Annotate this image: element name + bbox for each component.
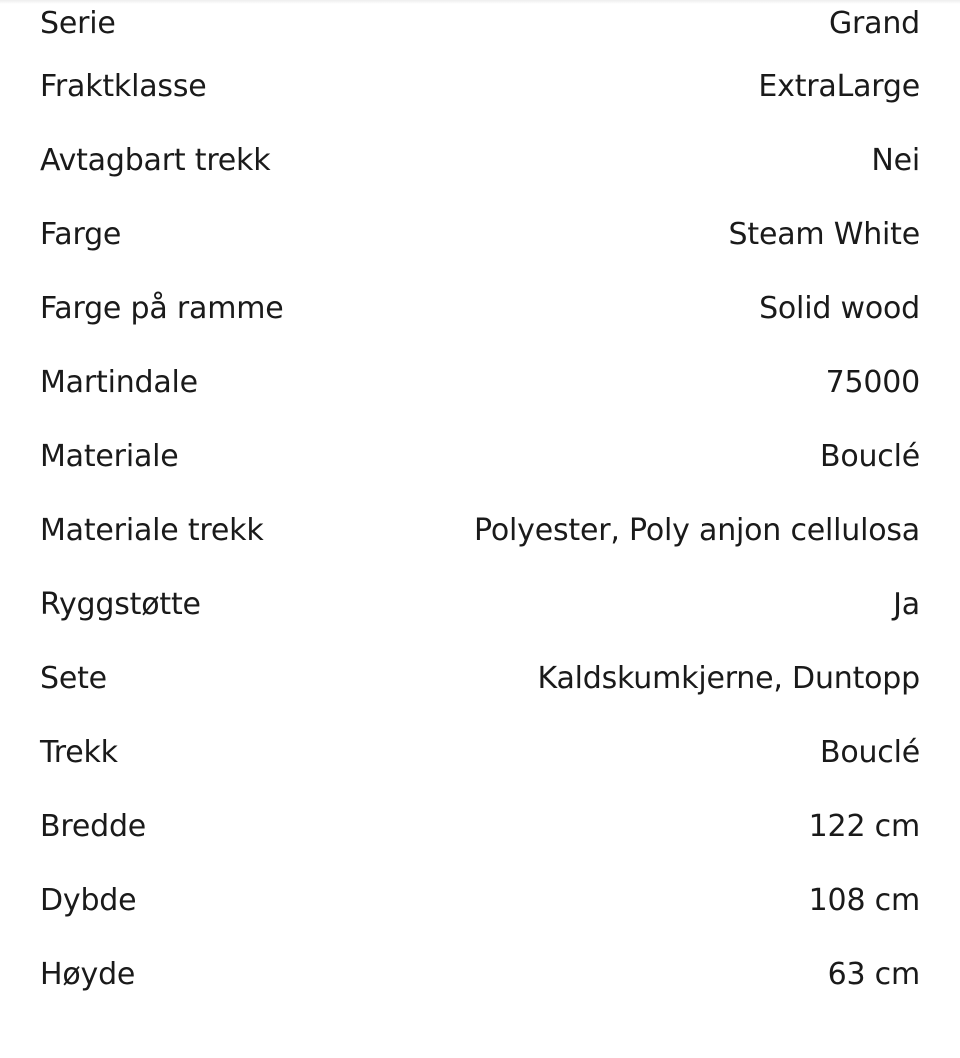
spec-label: Trekk [40,735,118,770]
product-spec-list [40,0,920,1012]
spec-label: Sete [40,661,107,696]
spec-value: 63 cm [827,957,920,992]
spec-label: Martindale [40,365,198,400]
spec-row-ryggstotte [40,568,920,642]
spec-value: Steam White [728,217,920,252]
spec-value: Nei [871,143,920,178]
spec-value: 75000 [825,365,920,400]
spec-value: Grand [828,6,920,41]
spec-row-materiale-trekk [40,494,920,568]
spec-row-sete [40,642,920,716]
spec-label: Farge [40,217,122,252]
spec-value: ExtraLarge [758,69,920,104]
spec-value: Solid wood [759,291,920,326]
spec-label: Ryggstøtte [40,587,201,622]
spec-row-farge-pa-ramme [40,272,920,346]
spec-value: Bouclé [819,439,920,474]
spec-label: Materiale [40,439,179,474]
spec-row-trekk [40,716,920,790]
spec-row-fraktklasse [40,50,920,124]
spec-value: Polyester, Poly anjon cellulosa [474,513,920,548]
spec-label: Serie [40,6,116,41]
spec-row-materiale [40,420,920,494]
spec-label: Materiale trekk [40,513,264,548]
spec-row-serie [40,0,920,50]
spec-row-avtagbart-trekk [40,124,920,198]
spec-row-farge [40,198,920,272]
spec-value: Ja [893,587,920,622]
spec-label: Avtagbart trekk [40,143,271,178]
spec-label: Bredde [40,809,147,844]
spec-label: Fraktklasse [40,69,207,104]
spec-label: Dybde [40,883,137,918]
spec-value: 108 cm [808,883,920,918]
spec-value: 122 cm [808,809,920,844]
spec-row-martindale [40,346,920,420]
spec-row-hoyde [40,938,920,1012]
spec-value: Bouclé [819,735,920,770]
spec-label: Høyde [40,957,136,992]
spec-value: Kaldskumkjerne, Duntopp [537,661,920,696]
spec-row-dybde [40,864,920,938]
spec-row-bredde [40,790,920,864]
spec-label: Farge på ramme [40,291,284,326]
